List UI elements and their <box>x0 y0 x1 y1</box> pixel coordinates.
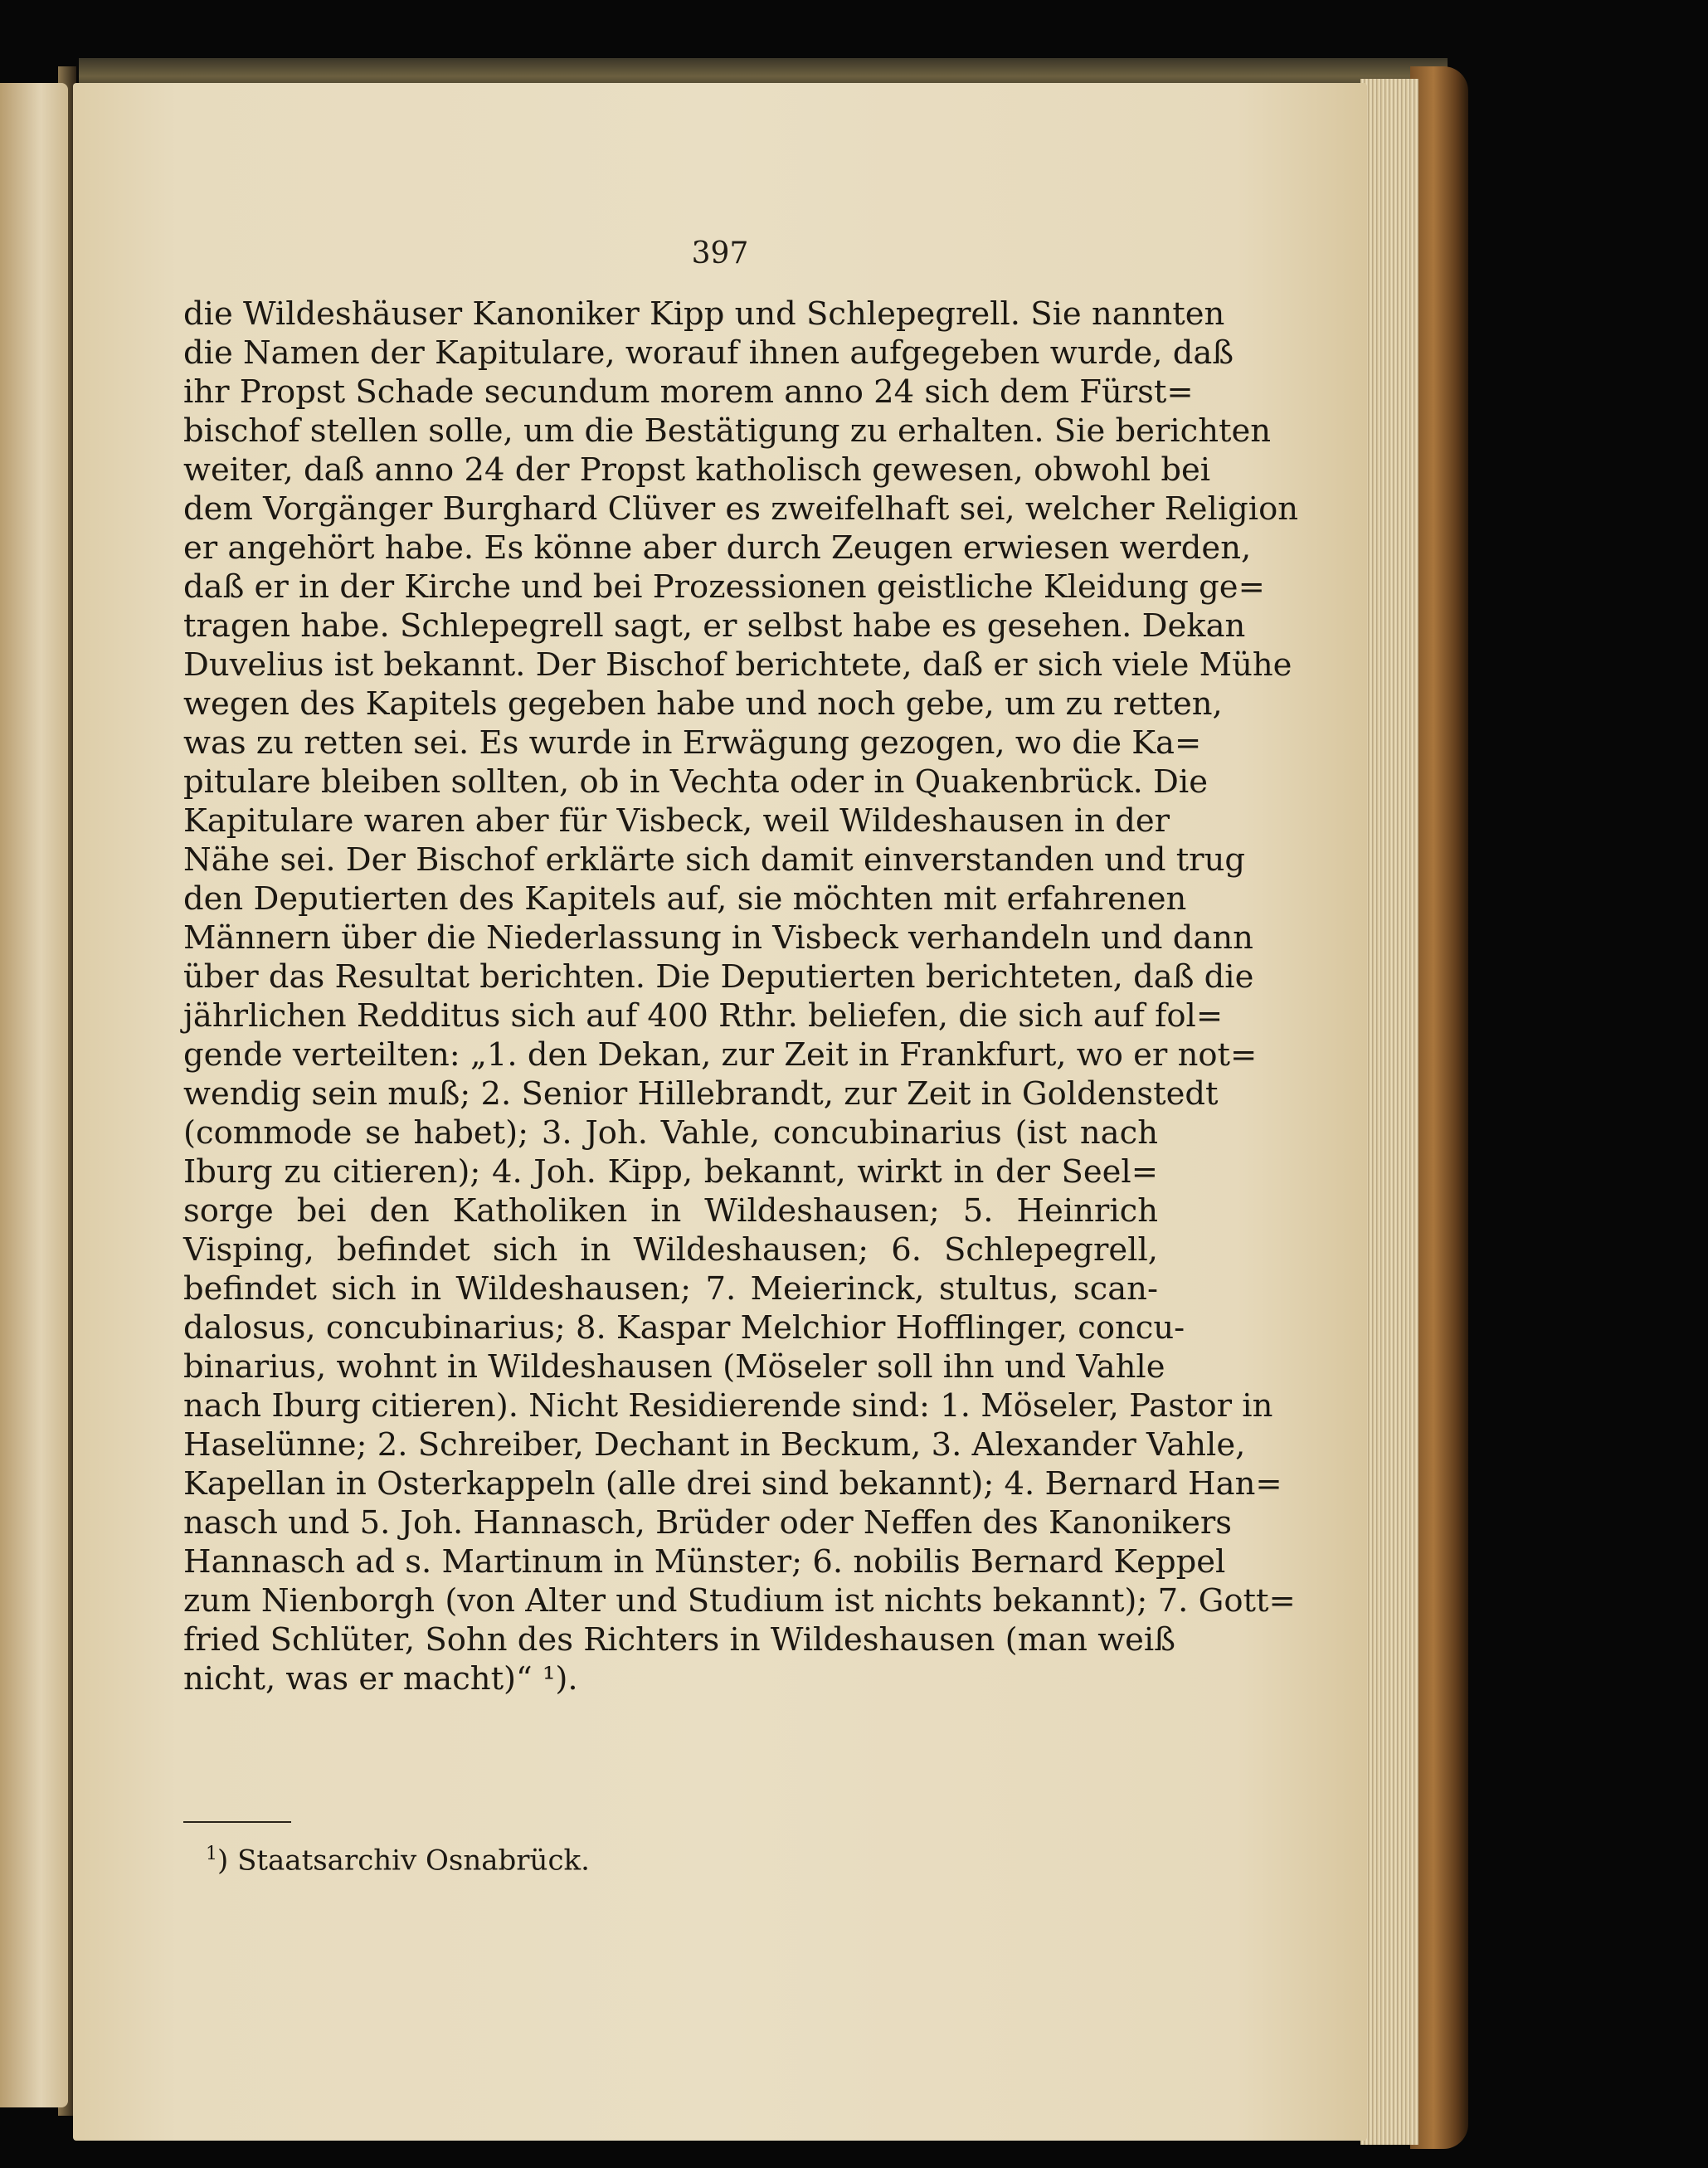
text-line: die Namen der Kapitulare, worauf ihnen aufgegeben wurde, daß <box>183 334 1234 372</box>
text-line: zum Nienborgh (von Alter und Studium ist nichts bekannt); 7. Gott= <box>183 1582 1296 1620</box>
footnote <box>206 1844 590 1877</box>
text-line: Haselünne; 2. Schreiber, Dechant in Beckum, 3. Alexander Vahle, <box>183 1426 1246 1464</box>
text-line: nasch und 5. Joh. Hannasch, Brüder oder Neffen des Kanonikers <box>183 1504 1233 1542</box>
text-line: Duvelius ist bekannt. Der Bischof berichtete, daß er sich viele Mühe <box>183 646 1292 684</box>
text-line: nach Iburg citieren). Nicht Residierende sind: 1. Möseler, Pastor in <box>183 1387 1273 1425</box>
text-line: die Wildeshäuser Kanoniker Kipp und Schlepegrell. Sie nannten <box>183 295 1225 333</box>
text-line: Visping, befindet sich in Wildeshausen; 6. Schlepegrell, <box>183 1231 1158 1269</box>
text-line: Kapitulare waren aber für Visbeck, weil Wildeshausen in der <box>183 802 1170 840</box>
book-page <box>73 83 1367 2141</box>
text-line: Nähe sei. Der Bischof erklärte sich damit einverstanden und trug <box>183 841 1246 879</box>
text-line: dem Vorgänger Burghard Clüver es zweifelhaft sei, welcher Religion <box>183 490 1299 528</box>
text-line: weiter, daß anno 24 der Propst katholisch gewesen, obwohl bei <box>183 451 1211 489</box>
text-line: befindet sich in Wildeshausen; 7. Meierinck, stultus, scan- <box>183 1270 1158 1308</box>
text-line: pitulare bleiben sollten, ob in Vechta oder in Quakenbrück. Die <box>183 763 1209 801</box>
text-line: sorge bei den Katholiken in Wildeshausen; 5. Heinrich <box>183 1192 1158 1230</box>
text-line: wendig sein muß; 2. Senior Hillebrandt, zur Zeit in Goldenstedt <box>183 1075 1219 1113</box>
text-line: Hannasch ad s. Martinum in Münster; 6. nobilis Bernard Keppel <box>183 1543 1226 1581</box>
footnote-marker: 1 <box>206 1844 217 1864</box>
text-line: ihr Propst Schade secundum morem anno 24 sich dem Fürst= <box>183 373 1194 411</box>
book-cover-edge <box>1410 66 1468 2149</box>
text-line: binarius, wohnt in Wildeshausen (Möseler soll ihn und Vahle <box>183 1348 1165 1386</box>
text-line: jährlichen Redditus sich auf 400 Rthr. beliefen, die sich auf fol= <box>183 997 1224 1035</box>
page-number: 397 <box>691 236 749 270</box>
text-line: er angehört habe. Es könne aber durch Zeugen erwiesen werden, <box>183 529 1252 567</box>
left-page-edge <box>0 83 68 2107</box>
text-line: Iburg zu citieren); 4. Joh. Kipp, bekannt, wirkt in der Seel= <box>183 1153 1158 1191</box>
text-line: fried Schlüter, Sohn des Richters in Wildeshausen (man weiß <box>183 1621 1175 1659</box>
text-line: (commode se habet); 3. Joh. Vahle, concubinarius (ist nach <box>183 1114 1158 1152</box>
footnote-text: ) Staatsarchiv Osnabrück. <box>217 1844 590 1878</box>
text-line: wegen des Kapitels gegeben habe und noch gebe, um zu retten, <box>183 685 1223 723</box>
text-line: Kapellan in Osterkappeln (alle drei sind bekannt); 4. Bernard Han= <box>183 1465 1282 1503</box>
text-line: gende verteilten: „1. den Dekan, zur Zeit in Frankfurt, wo er not= <box>183 1036 1258 1074</box>
footnote-rule <box>183 1821 291 1823</box>
text-line: dalosus, concubinarius; 8. Kaspar Melchior Hofflinger, concu- <box>183 1309 1185 1347</box>
page-body-text <box>183 295 1299 1698</box>
text-line: bischof stellen solle, um die Bestätigung zu erhalten. Sie berichten <box>183 412 1272 450</box>
text-line: daß er in der Kirche und bei Prozessionen geistliche Kleidung ge= <box>183 568 1265 606</box>
text-line: den Deputierten des Kapitels auf, sie möchten mit erfahrenen <box>183 880 1187 918</box>
text-line: Männern über die Niederlassung in Visbeck verhandeln und dann <box>183 919 1253 957</box>
text-line: was zu retten sei. Es wurde in Erwägung gezogen, wo die Ka= <box>183 724 1202 762</box>
page-stack-edges <box>1360 79 1418 2145</box>
text-line: tragen habe. Schlepegrell sagt, er selbst habe es gesehen. Dekan <box>183 607 1246 645</box>
text-line: über das Resultat berichten. Die Deputierten berichteten, daß die <box>183 958 1254 996</box>
text-line: nicht, was er macht)“ ¹). <box>183 1660 578 1698</box>
